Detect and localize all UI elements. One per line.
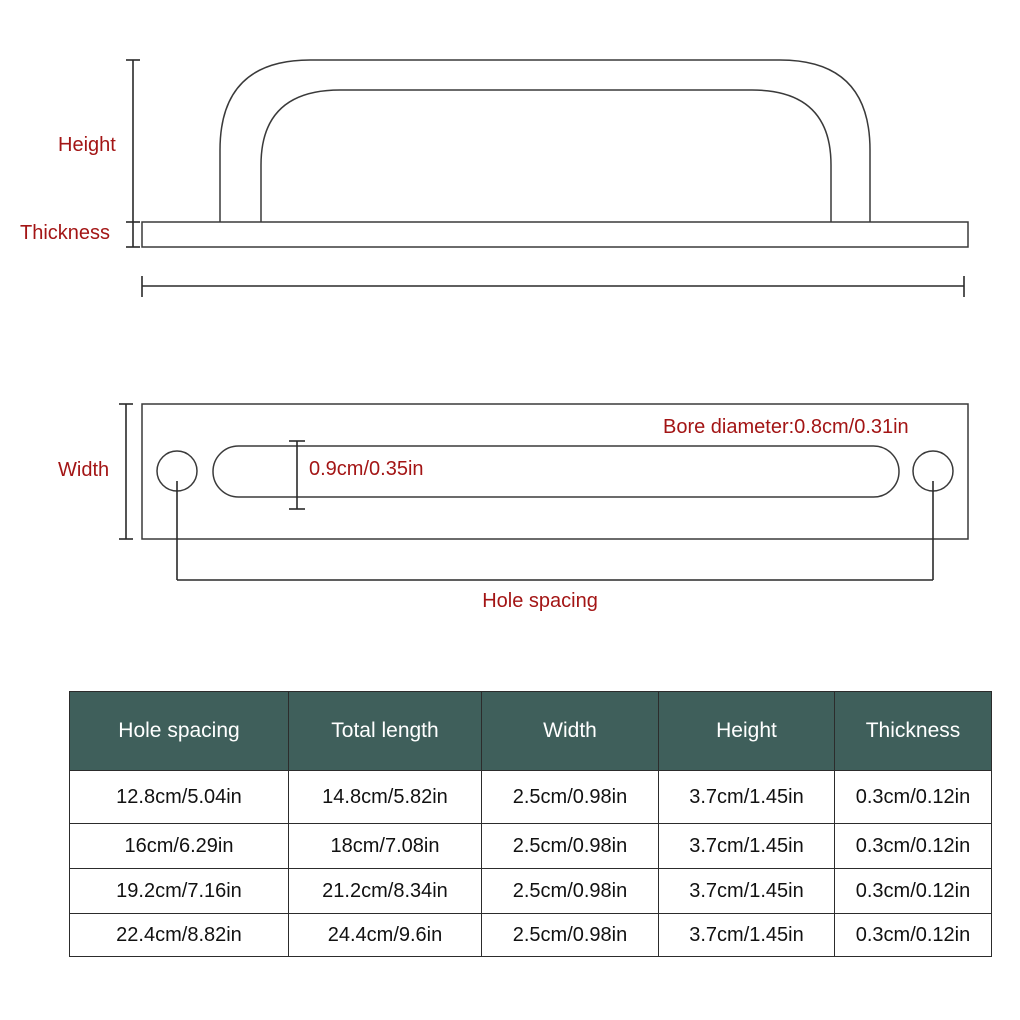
table-row xyxy=(70,824,992,869)
cell-height: 3.7cm/1.45in xyxy=(659,914,835,957)
header-thickness: Thickness xyxy=(835,692,992,771)
cell-thickness: 0.3cm/0.12in xyxy=(835,914,992,957)
table-row xyxy=(70,869,992,914)
specification-table xyxy=(69,691,992,957)
cell-width: 2.5cm/0.98in xyxy=(482,771,659,824)
cell-height: 3.7cm/1.45in xyxy=(659,771,835,824)
handle-inner-arc xyxy=(261,90,831,222)
handle-side-view xyxy=(142,60,968,247)
height-label: Height xyxy=(58,134,116,156)
header-hole-spacing: Hole spacing xyxy=(70,692,289,771)
thickness-label: Thickness xyxy=(20,222,111,244)
cell-width: 2.5cm/0.98in xyxy=(482,914,659,957)
width-dimension xyxy=(119,404,133,539)
hole-spacing-label: Hole spacing xyxy=(482,590,598,612)
cell-hole-spacing: 12.8cm/5.04in xyxy=(70,771,289,824)
cell-total-length: 18cm/7.08in xyxy=(289,824,482,869)
width-label: Width xyxy=(58,459,110,481)
header-height: Height xyxy=(659,692,835,771)
header-total-length: Total length xyxy=(289,692,482,771)
hole-spacing-dimension xyxy=(177,481,933,580)
bore-diameter-label: Bore diameter:0.8cm/0.31in xyxy=(663,416,909,438)
height-dimension xyxy=(126,60,140,222)
cell-hole-spacing: 16cm/6.29in xyxy=(70,824,289,869)
table-row xyxy=(70,914,992,957)
slot-width-dimension xyxy=(289,441,305,509)
thickness-dimension xyxy=(126,222,140,247)
slot-width-label: 0.9cm/0.35in xyxy=(309,458,424,480)
cell-total-length: 21.2cm/8.34in xyxy=(289,869,482,914)
cell-total-length: 14.8cm/5.82in xyxy=(289,771,482,824)
cell-height: 3.7cm/1.45in xyxy=(659,869,835,914)
cell-width: 2.5cm/0.98in xyxy=(482,869,659,914)
cell-thickness: 0.3cm/0.12in xyxy=(835,824,992,869)
table-header-row xyxy=(70,692,992,771)
table-row xyxy=(70,771,992,824)
cell-height: 3.7cm/1.45in xyxy=(659,824,835,869)
cell-hole-spacing: 22.4cm/8.82in xyxy=(70,914,289,957)
total-length-dimension xyxy=(142,276,964,297)
cell-width: 2.5cm/0.98in xyxy=(482,824,659,869)
cell-thickness: 0.3cm/0.12in xyxy=(835,869,992,914)
handle-outer-arc xyxy=(220,60,870,222)
base-plate-side xyxy=(142,222,968,247)
cell-thickness: 0.3cm/0.12in xyxy=(835,771,992,824)
cell-total-length: 24.4cm/9.6in xyxy=(289,914,482,957)
header-width: Width xyxy=(482,692,659,771)
cell-hole-spacing: 19.2cm/7.16in xyxy=(70,869,289,914)
